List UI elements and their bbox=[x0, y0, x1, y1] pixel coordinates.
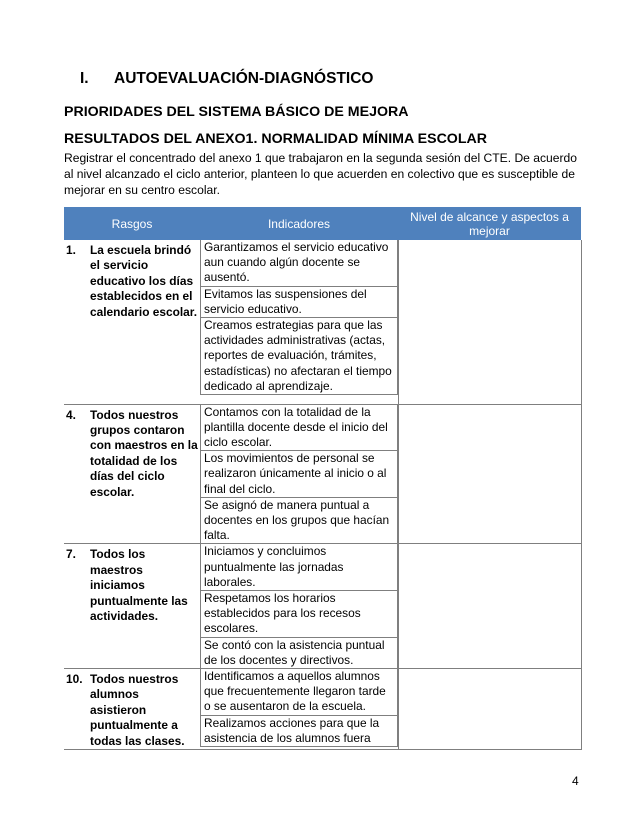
section-title: AUTOEVALUACIÓN-DIAGNÓSTICO bbox=[114, 70, 374, 87]
rasgo-number: 4. bbox=[66, 407, 76, 422]
header-indicadores: Indicadores bbox=[200, 207, 398, 240]
intro-paragraph: Registrar el concentrado del anexo 1 que trabajaron en la segunda sesión del CTE. De acuerdo al nivel alcanzado el ciclo anterior, planteen lo que acuerden en colectivo que es susceptible de mejorar en su centro escolar. bbox=[64, 151, 577, 197]
indicador-item: Identificamos a aquellos alumnos que frecuentemente llegaron tarde o se ausentaron de la escuela. bbox=[200, 669, 398, 716]
table-row bbox=[64, 240, 581, 404]
rasgo-text: Todos nuestros alumnos asistieron puntualmente a todas las clases. bbox=[90, 671, 185, 748]
rasgo-number: 7. bbox=[66, 547, 76, 562]
header-nivel: Nivel de alcance y aspectos a mejorar bbox=[398, 207, 581, 240]
rasgo-cell bbox=[64, 544, 200, 669]
header-rasgos: Rasgos bbox=[64, 207, 200, 240]
indicador-item: Los movimientos de personal se realizaron únicamente al inicio o al final del ciclo. bbox=[200, 450, 398, 498]
rasgo-number: 1. bbox=[66, 243, 76, 257]
rasgo-text: La escuela brindó el servicio educativo los días establecidos en el calendario escolar. bbox=[90, 243, 198, 319]
rasgo-cell bbox=[64, 240, 200, 404]
nivel-cell[interactable] bbox=[398, 404, 581, 544]
indicador-item: Iniciamos y concluimos puntualmente las jornadas laborales. bbox=[200, 544, 398, 591]
nivel-cell[interactable] bbox=[398, 668, 581, 749]
indicador-item: Contamos con la totalidad de la plantilla docente desde el inicio del ciclo escolar. bbox=[200, 405, 398, 452]
section-heading bbox=[80, 70, 373, 88]
indicador-item: Realizamos acciones para que la asistencia de los alumnos fuera bbox=[200, 715, 398, 747]
indicadores-cell bbox=[200, 544, 398, 669]
indicadores-cell bbox=[200, 668, 398, 749]
rasgo-text: Todos los maestros iniciamos puntualmente las actividades. bbox=[90, 547, 188, 623]
nivel-cell[interactable] bbox=[398, 240, 581, 404]
indicador-item: Garantizamos el servicio educativo aun cuando algún docente se ausentó. bbox=[200, 240, 398, 287]
indicador-item: Creamos estrategias para que las actividades administrativas (actas, reportes de evaluación, trámites, estadísticas) no afectaran el tiempo dedicado al aprendizaje. bbox=[200, 317, 398, 395]
indicadores-cell bbox=[200, 240, 398, 404]
subtitle-results: RESULTADOS DEL ANEXO1. NORMALIDAD MÍNIMA ESCOLAR bbox=[64, 131, 488, 147]
table-header-row bbox=[64, 207, 581, 240]
normalidad-table bbox=[64, 207, 582, 750]
table-row bbox=[64, 544, 581, 669]
rasgo-number: 10. bbox=[66, 671, 83, 686]
rasgo-text: Todos nuestros grupos contaron con maestros en la totalidad de los días del ciclo escolar. bbox=[90, 407, 198, 499]
indicador-item: Se contó con la asistencia puntual de los docentes y directivos. bbox=[200, 637, 398, 669]
indicadores-cell bbox=[200, 404, 398, 544]
indicador-item: Se asignó de manera puntual a docentes en los grupos que hacían falta. bbox=[200, 497, 398, 545]
section-number: I. bbox=[80, 70, 89, 87]
rasgo-cell bbox=[64, 404, 200, 544]
table-row bbox=[64, 668, 581, 749]
subtitle-priorities: PRIORIDADES DEL SISTEMA BÁSICO DE MEJORA bbox=[64, 104, 409, 120]
indicador-item: Respetamos los horarios establecidos para los recesos escolares. bbox=[200, 590, 398, 638]
rasgo-cell bbox=[64, 668, 200, 749]
page-number: 4 bbox=[572, 774, 579, 788]
table-row bbox=[64, 404, 581, 544]
indicador-item: Evitamos las suspensiones del servicio educativo. bbox=[200, 286, 398, 318]
nivel-cell[interactable] bbox=[398, 544, 581, 669]
